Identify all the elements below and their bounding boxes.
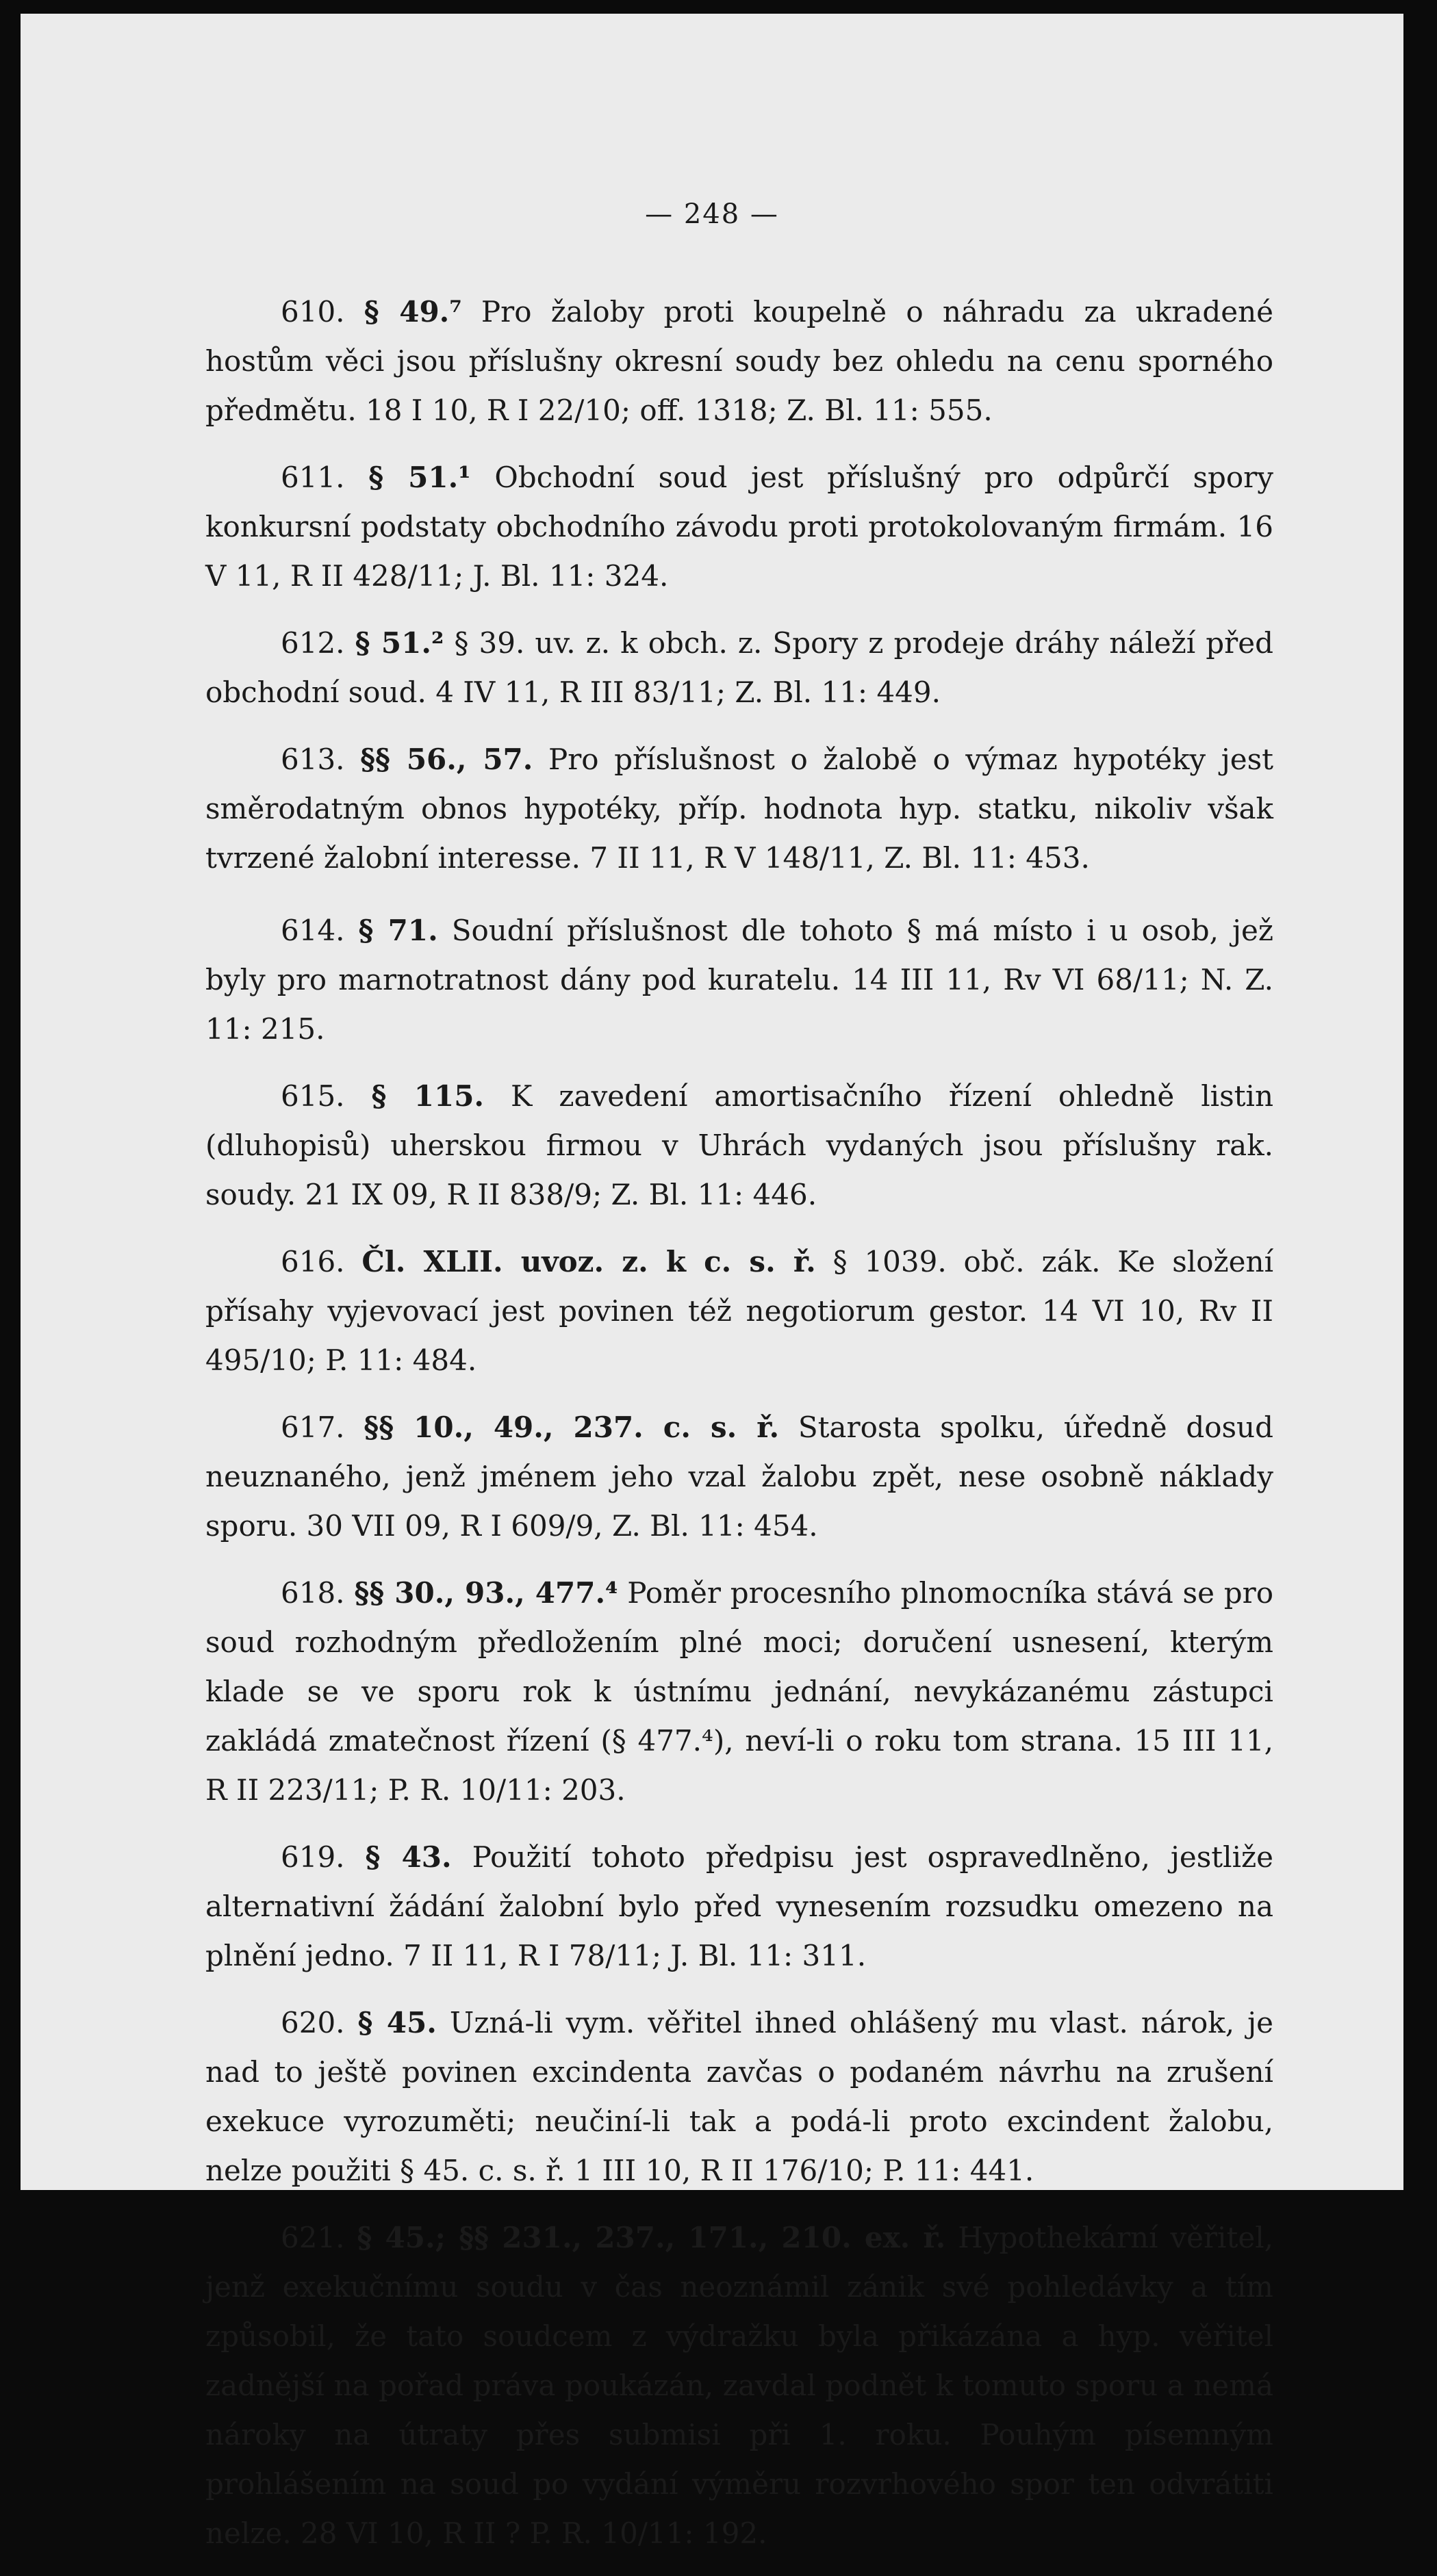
entry-number: 620.	[281, 2006, 345, 2039]
entry-text: Soudní příslušnost dle tohoto § má místo i u osob, jež byly pro marnotratnost dány pod kuratelu. 14 III 11, Rv VI 68/11; N. Z. 11: 215.	[205, 914, 1273, 1046]
entry-text: Starosta spolku, úředně dosud neuznaného, jenž jménem jeho vzal žalobu zpět, nese osobně náklady sporu. 30 VII 09, R I 609/9, Z. Bl. 11: 454.	[205, 1411, 1273, 1543]
entry-text: Použití tohoto předpisu jest ospravedlněno, jestliže alternativní žádání žalobní bylo před vynesením rozsudku omezeno na plnění jedno. 7 II 11, R I 78/11; J. Bl. 11: 311.	[205, 1840, 1273, 1972]
entry-number: 610.	[281, 295, 345, 329]
entry-612	[205, 619, 1273, 717]
entry-614	[205, 906, 1273, 1054]
entry-text: Poměr procesního plnomocníka stává se pro soud rozhodným předložením plné moci; doručení usnesení, kterým klade se ve sporu rok k ústnímu jednání, nevykázanému zástupci zakládá zmatečnost řízení (§ 477.⁴), neví-li o roku tom strana. 15 III 11, R II 223/11; P. R. 10/11: 203.	[205, 1576, 1273, 1807]
entry-number: 611.	[281, 461, 345, 494]
entry-reference: § 51.²	[355, 626, 444, 660]
entry-619	[205, 1833, 1273, 1981]
entry-number: 615.	[281, 1079, 345, 1113]
entry-number: 613.	[281, 743, 345, 776]
entry-reference: §§ 30., 93., 477.⁴	[354, 1576, 618, 1610]
entry-reference: § 49.⁷	[364, 295, 462, 329]
entry-number: 618.	[281, 1576, 345, 1610]
entry-reference: § 51.¹	[368, 461, 471, 494]
entry-611	[205, 453, 1273, 601]
entry-620	[205, 1998, 1273, 2195]
entry-number: 619.	[281, 1840, 345, 1874]
entry-number: 612.	[281, 626, 345, 660]
entry-615	[205, 1072, 1273, 1220]
page	[21, 14, 1403, 2550]
body-text	[205, 287, 1273, 2576]
entry-reference: Čl. XLII. uvoz. z. k c. s. ř.	[361, 1245, 816, 1278]
entry-number: 621.	[281, 2221, 345, 2254]
entry-number: 617.	[281, 1411, 345, 1444]
entry-621	[205, 2213, 1273, 2558]
entry-reference: § 43.	[365, 1840, 452, 1874]
entry-610	[205, 287, 1273, 435]
entry-617	[205, 1403, 1273, 1551]
entry-text: Hypothekární věřitel, jenž exekučnímu soudu v čas neoznámil zánik své pohledávky a tím způsobil, že tato soudcem z výdražku byla přikázána a hyp. věřitel zadnější na pořad práva poukázán, zavdal podnět k tomuto sporu a nemá nároky na útraty přes submisi při 1. roku. Pouhým písemným prohlášením na soud po vydání výměru rozvrhového spor ten odvrátiti nelze. 28 VI 10, R II ? P. R. 10/11: 192.	[205, 2221, 1273, 2550]
entry-reference: §§ 10., 49., 237. c. s. ř.	[364, 1411, 780, 1444]
entry-613	[205, 735, 1273, 883]
entry-text: § 39. uv. z. k obch. z. Spory z prodeje dráhy náleží před obchodní soud. 4 IV 11, R III 83/11; Z. Bl. 11: 449.	[205, 626, 1273, 709]
entry-reference: § 45.	[357, 2006, 437, 2039]
entry-text: Obchodní soud jest příslušný pro odpůrčí spory konkursní podstaty obchodního závodu proti protokolovaným firmám. 16 V 11, R II 428/11; J. Bl. 11: 324.	[205, 461, 1273, 593]
entry-number: 614.	[281, 914, 345, 947]
entry-number: 616.	[281, 1245, 345, 1278]
entry-reference: §§ 56., 57.	[360, 743, 533, 776]
entry-text: Uzná-li vym. věřitel ihned ohlášený mu vlast. nárok, je nad to ještě povinen excindenta zavčas o podaném návrhu na zrušení exekuce vyrozuměti; neučiní-li tak a podá-li proto excindent žalobu, nelze použiti § 45. c. s. ř. 1 III 10, R II 176/10; P. 11: 441.	[205, 2006, 1273, 2187]
entry-text: K zavedení amortisačního řízení ohledně listin (dluhopisů) uherskou firmou v Uhrách vydaných jsou příslušny rak. soudy. 21 IX 09, R II 838/9; Z. Bl. 11: 446.	[205, 1079, 1273, 1211]
entry-text: Pro žaloby proti koupelně o náhradu za ukradené hostům věci jsou příslušny okresní soudy bez ohledu na cenu sporného předmětu. 18 I 10, R I 22/10; off. 1318; Z. Bl. 11: 555.	[205, 295, 1273, 427]
entry-reference: § 45.; §§ 231., 237., 171., 210. ex. ř.	[357, 2221, 946, 2254]
page-number: — 248 —	[645, 198, 779, 230]
entry-text: Pro příslušnost o žalobě o výmaz hypotéky jest směrodatným obnos hypotéky, příp. hodnota hyp. statku, nikoliv však tvrzené žalobní interesse. 7 II 11, R V 148/11, Z. Bl. 11: 453.	[205, 743, 1274, 875]
entry-text: § 1039. obč. zák. Ke složení přísahy vyjevovací jest povinen též negotiorum gestor. 14 VI 10, Rv II 495/10; P. 11: 484.	[205, 1245, 1273, 1377]
entry-616	[205, 1237, 1273, 1385]
entry-618	[205, 1569, 1273, 1815]
entry-reference: § 115.	[371, 1079, 485, 1113]
entry-reference: § 71.	[358, 914, 438, 947]
